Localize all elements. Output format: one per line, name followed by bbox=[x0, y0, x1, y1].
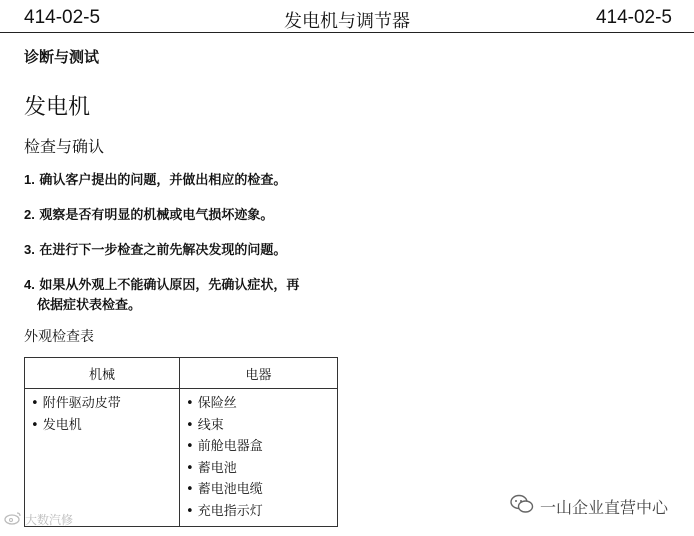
list-item: • 发电机 bbox=[31, 417, 82, 433]
step-number: 3. bbox=[24, 242, 35, 257]
watermark-left bbox=[4, 511, 73, 528]
wechat-icon bbox=[510, 494, 534, 518]
step-2 bbox=[24, 205, 344, 226]
table-header-row bbox=[25, 358, 338, 389]
mechanical-cell bbox=[25, 389, 180, 527]
page-number-left: 414-02-5 bbox=[24, 7, 101, 28]
list-item: • 前舱电器盒 bbox=[186, 439, 263, 454]
page-heading: 发电机 bbox=[24, 95, 91, 120]
page-number-right: 414-02-5 bbox=[595, 7, 672, 28]
step-4 bbox=[24, 275, 344, 316]
step-3 bbox=[24, 240, 344, 261]
step-text: 在进行下一步检查之前先解决发现的问题。 bbox=[39, 243, 287, 258]
column-header-electrical: 电器 bbox=[180, 358, 338, 389]
step-text: 观察是否有明显的机械或电气损坏迹象。 bbox=[39, 208, 274, 223]
list-item: • 充电指示灯 bbox=[186, 503, 263, 519]
list-item: • 线束 bbox=[186, 417, 224, 433]
table-row bbox=[25, 389, 338, 527]
visual-inspection-table bbox=[24, 357, 338, 527]
step-number: 1. bbox=[24, 172, 35, 187]
step-text-continued: 依据症状表检查。 bbox=[37, 298, 142, 313]
watermark-right bbox=[510, 495, 668, 517]
chapter-title: 发电机与调节器 bbox=[284, 11, 410, 32]
step-number: 2. bbox=[24, 207, 35, 222]
step-text: 如果从外观上不能确认原因，先确认症状，再 bbox=[39, 278, 300, 293]
electrical-cell bbox=[180, 389, 338, 527]
list-item: • 蓄电池电缆 bbox=[186, 482, 263, 497]
section-title: 诊断与测试 bbox=[24, 48, 100, 66]
step-number: 4. bbox=[24, 277, 35, 292]
watermark-text: 大数汽修 bbox=[25, 513, 74, 527]
list-item: • 保险丝 bbox=[186, 396, 237, 411]
list-item: • 附件驱动皮带 bbox=[31, 396, 121, 411]
step-text: 确认客户提出的问题，并做出相应的检查。 bbox=[39, 173, 287, 188]
watermark-text: 一山企业直营中心 bbox=[540, 497, 669, 517]
column-header-mechanical: 机械 bbox=[25, 358, 180, 389]
subheading: 检查与确认 bbox=[24, 137, 105, 156]
list-item: • 蓄电池 bbox=[186, 460, 237, 476]
table-title: 外观检查表 bbox=[24, 329, 94, 345]
page-header bbox=[0, 0, 694, 33]
step-1 bbox=[24, 170, 344, 191]
weibo-icon bbox=[4, 511, 22, 528]
